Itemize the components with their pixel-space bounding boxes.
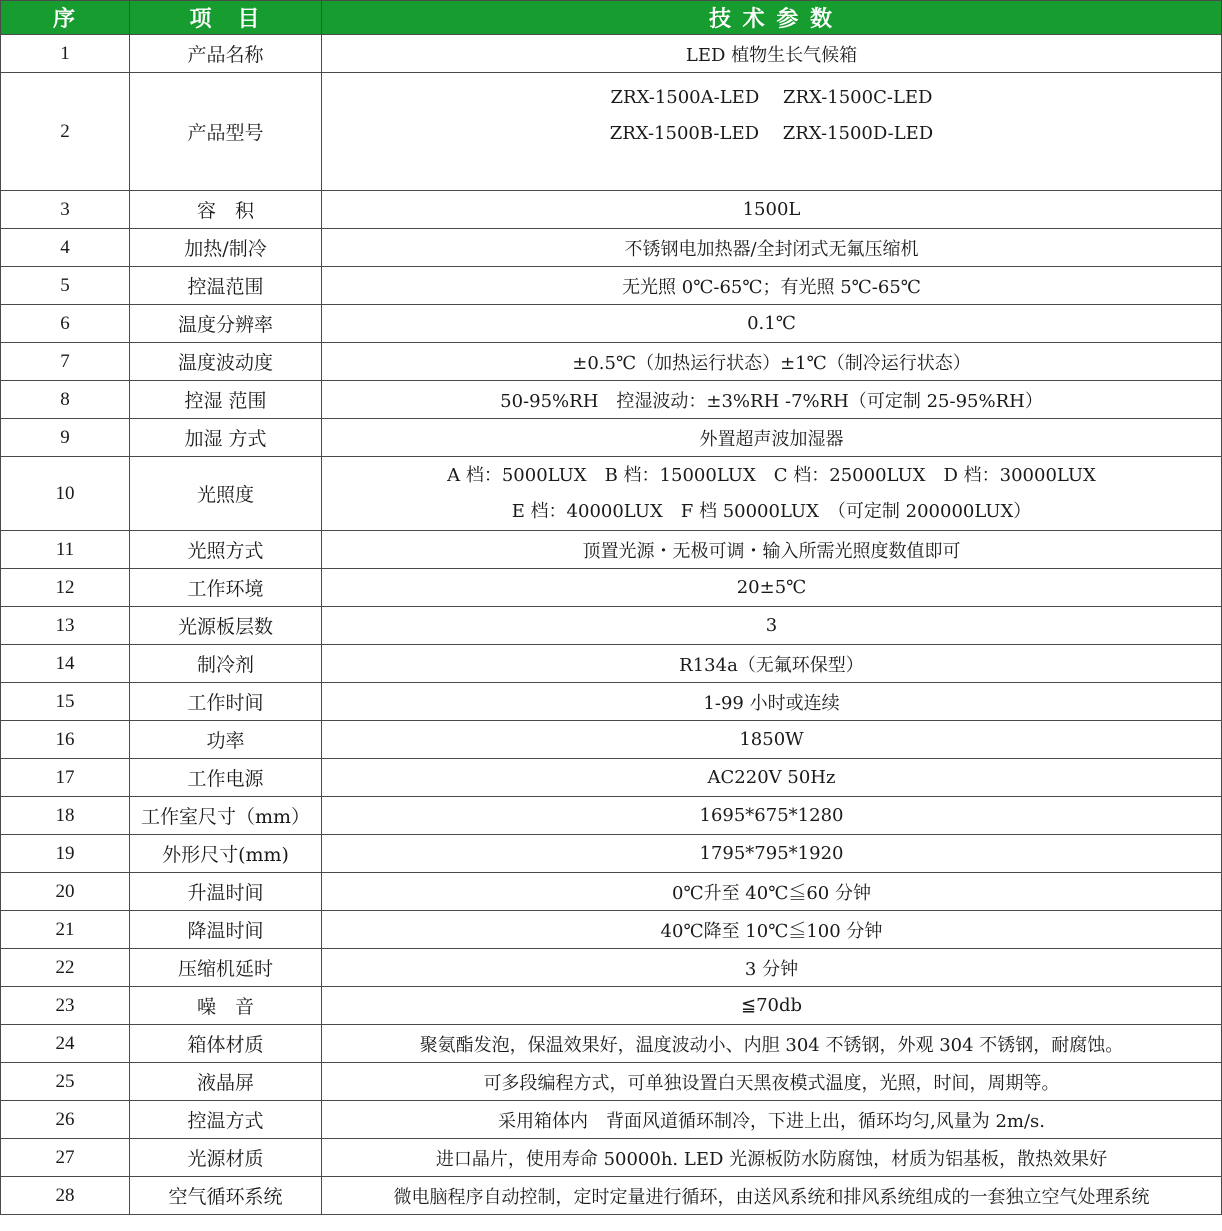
table-row xyxy=(1,645,1222,683)
table-row xyxy=(1,759,1222,797)
row-item-label: 产品名称 xyxy=(130,35,322,73)
row-value: ±0.5℃（加热运行状态）±1℃（制冷运行状态） xyxy=(322,343,1222,381)
row-value: 进口晶片，使用寿命 50000h. LED 光源板防水防腐蚀，材质为铝基板，散热效果好 xyxy=(322,1139,1222,1177)
row-value-line: E 档：40000LUX F 档 50000LUX （可定制 200000LUX） xyxy=(511,500,1032,522)
table-row xyxy=(1,683,1222,721)
row-number: 9 xyxy=(1,419,130,457)
row-number: 24 xyxy=(1,1025,130,1063)
header-num: 序 xyxy=(1,1,130,35)
row-number: 2 xyxy=(1,73,130,191)
row-value: 可多段编程方式，可单独设置白天黑夜模式温度，光照，时间，周期等。 xyxy=(322,1063,1222,1101)
row-number: 20 xyxy=(1,873,130,911)
table-row xyxy=(1,721,1222,759)
table-row xyxy=(1,607,1222,645)
row-item-label: 产品型号 xyxy=(130,73,322,191)
row-number: 13 xyxy=(1,607,130,645)
table-row xyxy=(1,73,1222,191)
row-value: 无光照 0℃-65℃；有光照 5℃-65℃ xyxy=(322,267,1222,305)
row-value: 0.1℃ xyxy=(322,305,1222,343)
row-item-label: 外形尺寸(mm) xyxy=(130,835,322,873)
table-row xyxy=(1,1063,1222,1101)
table-row xyxy=(1,1101,1222,1139)
row-number: 11 xyxy=(1,531,130,569)
table-row xyxy=(1,873,1222,911)
table-row xyxy=(1,1139,1222,1177)
row-value: 外置超声波加湿器 xyxy=(322,419,1222,457)
row-value xyxy=(322,457,1222,531)
table-row xyxy=(1,797,1222,835)
row-item-label: 光照方式 xyxy=(130,531,322,569)
table-row xyxy=(1,229,1222,267)
row-number: 27 xyxy=(1,1139,130,1177)
row-item-label: 光源材质 xyxy=(130,1139,322,1177)
row-item-label: 控温方式 xyxy=(130,1101,322,1139)
table-row xyxy=(1,305,1222,343)
row-value: 1-99 小时或连续 xyxy=(322,683,1222,721)
row-number: 26 xyxy=(1,1101,130,1139)
row-number: 17 xyxy=(1,759,130,797)
row-value: 3 xyxy=(322,607,1222,645)
row-number: 1 xyxy=(1,35,130,73)
row-value: 不锈钢电加热器/全封闭式无氟压缩机 xyxy=(322,229,1222,267)
row-value: ≦70db xyxy=(322,987,1222,1025)
row-number: 16 xyxy=(1,721,130,759)
row-value: 微电脑程序自动控制，定时定量进行循环，由送风系统和排风系统组成的一套独立空气处理系统 xyxy=(322,1177,1222,1215)
row-value: 1795*795*1920 xyxy=(322,835,1222,873)
row-item-label: 空气循环系统 xyxy=(130,1177,322,1215)
row-number: 14 xyxy=(1,645,130,683)
table-row xyxy=(1,911,1222,949)
row-item-label: 温度分辨率 xyxy=(130,305,322,343)
row-item-label: 控湿 范围 xyxy=(130,381,322,419)
row-number: 3 xyxy=(1,191,130,229)
row-number: 25 xyxy=(1,1063,130,1101)
table-row xyxy=(1,1177,1222,1215)
table-row xyxy=(1,987,1222,1025)
table-row xyxy=(1,419,1222,457)
row-value: AC220V 50Hz xyxy=(322,759,1222,797)
row-item-label: 光源板层数 xyxy=(130,607,322,645)
row-item-label: 容 积 xyxy=(130,191,322,229)
row-value: 1500L xyxy=(322,191,1222,229)
row-item-label: 加湿 方式 xyxy=(130,419,322,457)
row-number: 4 xyxy=(1,229,130,267)
table-row xyxy=(1,343,1222,381)
row-item-label: 压缩机延时 xyxy=(130,949,322,987)
table-row xyxy=(1,35,1222,73)
header-row xyxy=(1,1,1222,35)
row-item-label: 加热/制冷 xyxy=(130,229,322,267)
table-row xyxy=(1,569,1222,607)
row-item-label: 箱体材质 xyxy=(130,1025,322,1063)
row-item-label: 升温时间 xyxy=(130,873,322,911)
row-number: 15 xyxy=(1,683,130,721)
row-number: 12 xyxy=(1,569,130,607)
row-item-label: 工作室尺寸（mm） xyxy=(130,797,322,835)
table-row xyxy=(1,191,1222,229)
row-number: 6 xyxy=(1,305,130,343)
row-value: 0℃升至 40℃≦60 分钟 xyxy=(322,873,1222,911)
row-number: 28 xyxy=(1,1177,130,1215)
row-value: 50-95%RH 控湿波动：±3%RH -7%RH（可定制 25-95%RH） xyxy=(322,381,1222,419)
row-item-label: 工作电源 xyxy=(130,759,322,797)
header-item: 项 目 xyxy=(130,1,322,35)
table-row xyxy=(1,949,1222,987)
table-row xyxy=(1,835,1222,873)
row-item-label: 控温范围 xyxy=(130,267,322,305)
table-row xyxy=(1,1025,1222,1063)
table-row xyxy=(1,457,1222,531)
row-value: LED 植物生长气候箱 xyxy=(322,35,1222,73)
row-item-label: 温度波动度 xyxy=(130,343,322,381)
row-number: 21 xyxy=(1,911,130,949)
row-item-label: 噪 音 xyxy=(130,987,322,1025)
row-value: 20±5℃ xyxy=(322,569,1222,607)
row-value: 聚氨酯发泡，保温效果好，温度波动小、内胆 304 不锈钢，外观 304 不锈钢，耐腐蚀。 xyxy=(322,1025,1222,1063)
row-number: 22 xyxy=(1,949,130,987)
table-row xyxy=(1,267,1222,305)
row-value-line: A 档：5000LUX B 档：15000LUX C 档：25000LUX D 档：30000LUX xyxy=(447,464,1096,486)
row-value-line: ZRX-1500A-LED ZRX-1500C-LED xyxy=(610,87,933,108)
row-item-label: 工作时间 xyxy=(130,683,322,721)
row-item-label: 功率 xyxy=(130,721,322,759)
row-item-label: 工作环境 xyxy=(130,569,322,607)
row-item-label: 制冷剂 xyxy=(130,645,322,683)
table-row xyxy=(1,381,1222,419)
row-value xyxy=(322,73,1222,191)
row-number: 23 xyxy=(1,987,130,1025)
row-value: 1850W xyxy=(322,721,1222,759)
row-value: 1695*675*1280 xyxy=(322,797,1222,835)
row-item-label: 降温时间 xyxy=(130,911,322,949)
row-value-line: ZRX-1500B-LED ZRX-1500D-LED xyxy=(609,123,934,144)
row-number: 10 xyxy=(1,457,130,531)
row-value: 采用箱体内 背面风道循环制冷，下进上出，循环均匀,风量为 2m/s. xyxy=(322,1101,1222,1139)
row-number: 18 xyxy=(1,797,130,835)
row-number: 5 xyxy=(1,267,130,305)
row-value: 40℃降至 10℃≦100 分钟 xyxy=(322,911,1222,949)
row-number: 8 xyxy=(1,381,130,419)
row-item-label: 液晶屏 xyxy=(130,1063,322,1101)
row-number: 19 xyxy=(1,835,130,873)
spec-body xyxy=(1,35,1222,1215)
row-number: 7 xyxy=(1,343,130,381)
header-value: 技 术 参 数 xyxy=(322,1,1222,35)
table-row xyxy=(1,531,1222,569)
row-value: 3 分钟 xyxy=(322,949,1222,987)
row-value: 顶置光源・无极可调・输入所需光照度数值即可 xyxy=(322,531,1222,569)
row-item-label: 光照度 xyxy=(130,457,322,531)
row-value: R134a（无氟环保型） xyxy=(322,645,1222,683)
